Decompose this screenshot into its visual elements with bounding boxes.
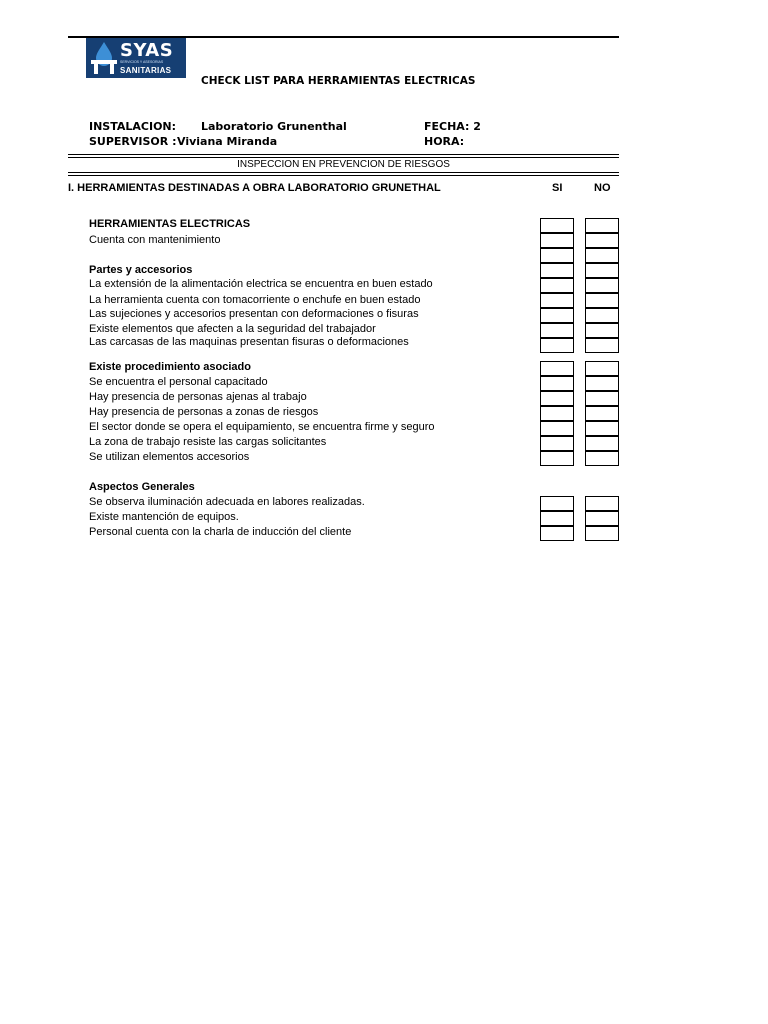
band-bottom-rule-1 xyxy=(68,172,619,173)
checkbox-no[interactable] xyxy=(585,511,619,526)
checkbox-no[interactable] xyxy=(585,323,619,338)
checkbox-no[interactable] xyxy=(585,451,619,466)
band-top-rule-2 xyxy=(68,157,619,158)
instalacion-value: Laboratorio Grunenthal xyxy=(201,120,347,133)
checkbox-si[interactable] xyxy=(540,511,574,526)
supervisor-value: Viviana Miranda xyxy=(177,135,278,148)
section-title: I. HERRAMIENTAS DESTINADAS A OBRA LABORATORIO GRUNETHAL xyxy=(68,182,441,194)
checkbox-no[interactable] xyxy=(585,338,619,353)
logo-subtitle: SANITARIAS xyxy=(120,66,172,75)
checklist-item: Se observa iluminación adecuada en labores realizadas. xyxy=(89,496,365,508)
checkbox-no[interactable] xyxy=(585,406,619,421)
checkbox-si[interactable] xyxy=(540,496,574,511)
checkbox-no[interactable] xyxy=(585,496,619,511)
checkbox-no[interactable] xyxy=(585,361,619,376)
group-title-procedimiento: Existe procedimiento asociado xyxy=(89,361,251,373)
checkbox-no[interactable] xyxy=(585,308,619,323)
water-drop-icon xyxy=(88,39,120,77)
checkbox-no[interactable] xyxy=(585,436,619,451)
checklist-item: Las sujeciones y accesorios presentan con deformaciones o fisuras xyxy=(89,308,419,320)
checkbox-no[interactable] xyxy=(585,391,619,406)
checkbox-si[interactable] xyxy=(540,323,574,338)
checkbox-si[interactable] xyxy=(540,233,574,248)
checklist-item: El sector donde se opera el equipamiento, se encuentra firme y seguro xyxy=(89,421,435,433)
checkbox-si[interactable] xyxy=(540,376,574,391)
checkbox-no[interactable] xyxy=(585,376,619,391)
checklist-item: La extensión de la alimentación electrica se encuentra en buen estado xyxy=(89,278,433,290)
checkbox-si[interactable] xyxy=(540,248,574,263)
checkbox-no[interactable] xyxy=(585,248,619,263)
checklist-item: Se encuentra el personal capacitado xyxy=(89,376,268,388)
group-title-aspectos: Aspectos Generales xyxy=(89,481,195,493)
checklist-item: Existe elementos que afecten a la seguridad del trabajador xyxy=(89,323,376,335)
checklist-item: Hay presencia de personas a zonas de riesgos xyxy=(89,406,319,418)
band-title: INSPECCION EN PREVENCION DE RIESGOS xyxy=(237,159,450,170)
checkbox-no[interactable] xyxy=(585,263,619,278)
checkbox-si[interactable] xyxy=(540,293,574,308)
checklist-item: Se utilizan elementos accesorios xyxy=(89,451,250,463)
column-si-header: SI xyxy=(552,182,563,194)
checkbox-si[interactable] xyxy=(540,308,574,323)
checklist-item: La zona de trabajo resiste las cargas solicitantes xyxy=(89,436,327,448)
band-bottom-rule-2 xyxy=(68,175,619,176)
checkbox-si[interactable] xyxy=(540,218,574,233)
checkbox-si[interactable] xyxy=(540,391,574,406)
checklist-item: Las carcasas de las maquinas presentan fisuras o deformaciones xyxy=(89,336,409,348)
checkbox-no[interactable] xyxy=(585,278,619,293)
checkbox-no[interactable] xyxy=(585,293,619,308)
checkbox-no[interactable] xyxy=(585,421,619,436)
column-no-header: NO xyxy=(594,182,611,194)
checklist-item: Personal cuenta con la charla de inducción del cliente xyxy=(89,526,352,538)
checkbox-si[interactable] xyxy=(540,361,574,376)
checkbox-si[interactable] xyxy=(540,278,574,293)
band-top-rule-1 xyxy=(68,154,619,155)
supervisor-label: SUPERVISOR : xyxy=(89,135,177,148)
checkbox-si[interactable] xyxy=(540,451,574,466)
instalacion-label: INSTALACION: xyxy=(89,120,177,133)
page-title: CHECK LIST PARA HERRAMIENTAS ELECTRICAS xyxy=(201,75,476,87)
checklist-item: Hay presencia de personas ajenas al trabajo xyxy=(89,391,307,403)
logo-tagline: SERVICIOS Y ASESORIAS xyxy=(120,60,164,64)
hora-label: HORA: xyxy=(424,135,465,148)
group-title-partes: Partes y accesorios xyxy=(89,264,193,276)
checkbox-si[interactable] xyxy=(540,263,574,278)
group-title-herramientas: HERRAMIENTAS ELECTRICAS xyxy=(89,218,251,230)
company-logo xyxy=(86,38,186,78)
checklist-item: Cuenta con mantenimiento xyxy=(89,234,221,246)
checklist-item: La herramienta cuenta con tomacorriente o enchufe en buen estado xyxy=(89,294,421,306)
checkbox-no[interactable] xyxy=(585,218,619,233)
checkbox-si[interactable] xyxy=(540,338,574,353)
checkbox-no[interactable] xyxy=(585,526,619,541)
checkbox-si[interactable] xyxy=(540,406,574,421)
checkbox-si[interactable] xyxy=(540,421,574,436)
fecha-label: FECHA: 2 xyxy=(424,120,481,133)
checkbox-si[interactable] xyxy=(540,436,574,451)
logo-name: SYAS xyxy=(120,40,174,61)
checkbox-si[interactable] xyxy=(540,526,574,541)
checkbox-no[interactable] xyxy=(585,233,619,248)
checklist-item: Existe mantención de equipos. xyxy=(89,511,239,523)
